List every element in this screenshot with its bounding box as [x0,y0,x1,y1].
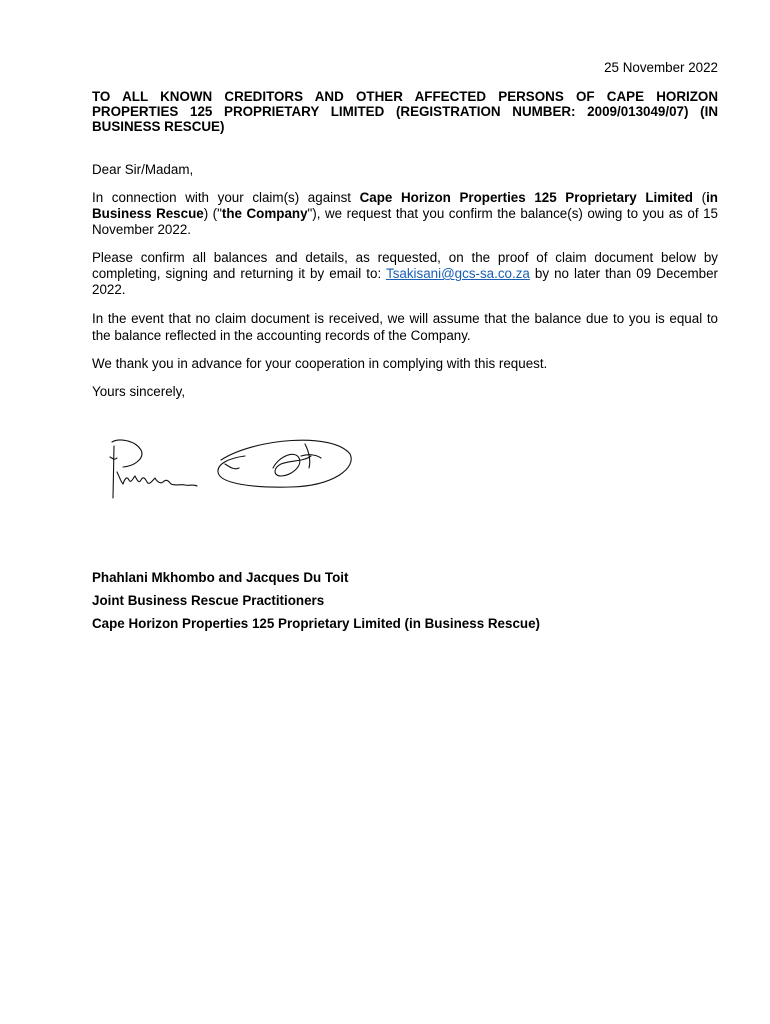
para1-the-company: the Company [221,206,308,221]
signature-image [105,432,365,504]
letter-body [92,58,718,412]
signatory-company: Cape Horizon Properties 125 Proprietary Limited (in Business Rescue) [92,616,540,631]
para1-company-name: Cape Horizon Properties 125 Proprietary Limited [359,190,693,205]
paragraph-no-claim: In the event that no claim document is received, we will assume that the balance due to you is equal to the balance reflected in the accounting records of the Company. [92,311,718,343]
signatories-block [92,566,718,635]
signature-icon [105,432,365,504]
paragraph-proof-of-claim [92,250,718,298]
salutation: Dear Sir/Madam, [92,162,194,177]
para1-text-3: ) (" [203,206,222,221]
para2-text-2: by no later than 09 December 2022. [92,266,718,297]
para1-text-2: ( [692,190,707,205]
letter-heading: TO ALL KNOWN CREDITORS AND OTHER AFFECTED PERSONS OF CAPE HORIZON PROPERTIES 125 PROPRIETARY LIMITED (REGISTRATION NUMBER: 2009/013049/07) (IN BUSINESS RESCUE) [92,89,718,134]
para1-in-business-rescue: in Business Rescue [92,190,718,221]
email-link[interactable]: Tsakisani@gcs-sa.co.za [386,266,530,281]
closing: Yours sincerely, [92,384,186,399]
signatory-names: Phahlani Mkhombo and Jacques Du Toit [92,570,349,585]
para1-text-4: "), we request that you confirm the balance(s) owing to you as of 15 November 2022. [92,206,718,237]
para2-text-1: Please confirm all balances and details, as requested, on the proof of claim document below by completing, signing and returning it by email to: [92,250,718,281]
signatory-role: Joint Business Rescue Practitioners [92,593,325,608]
letter-date: 25 November 2022 [604,60,718,75]
paragraph-claim-confirmation [92,190,718,238]
para1-text-1: In connection with your claim(s) against [92,190,360,205]
paragraph-thanks: We thank you in advance for your cooperation in complying with this request. [92,356,548,371]
